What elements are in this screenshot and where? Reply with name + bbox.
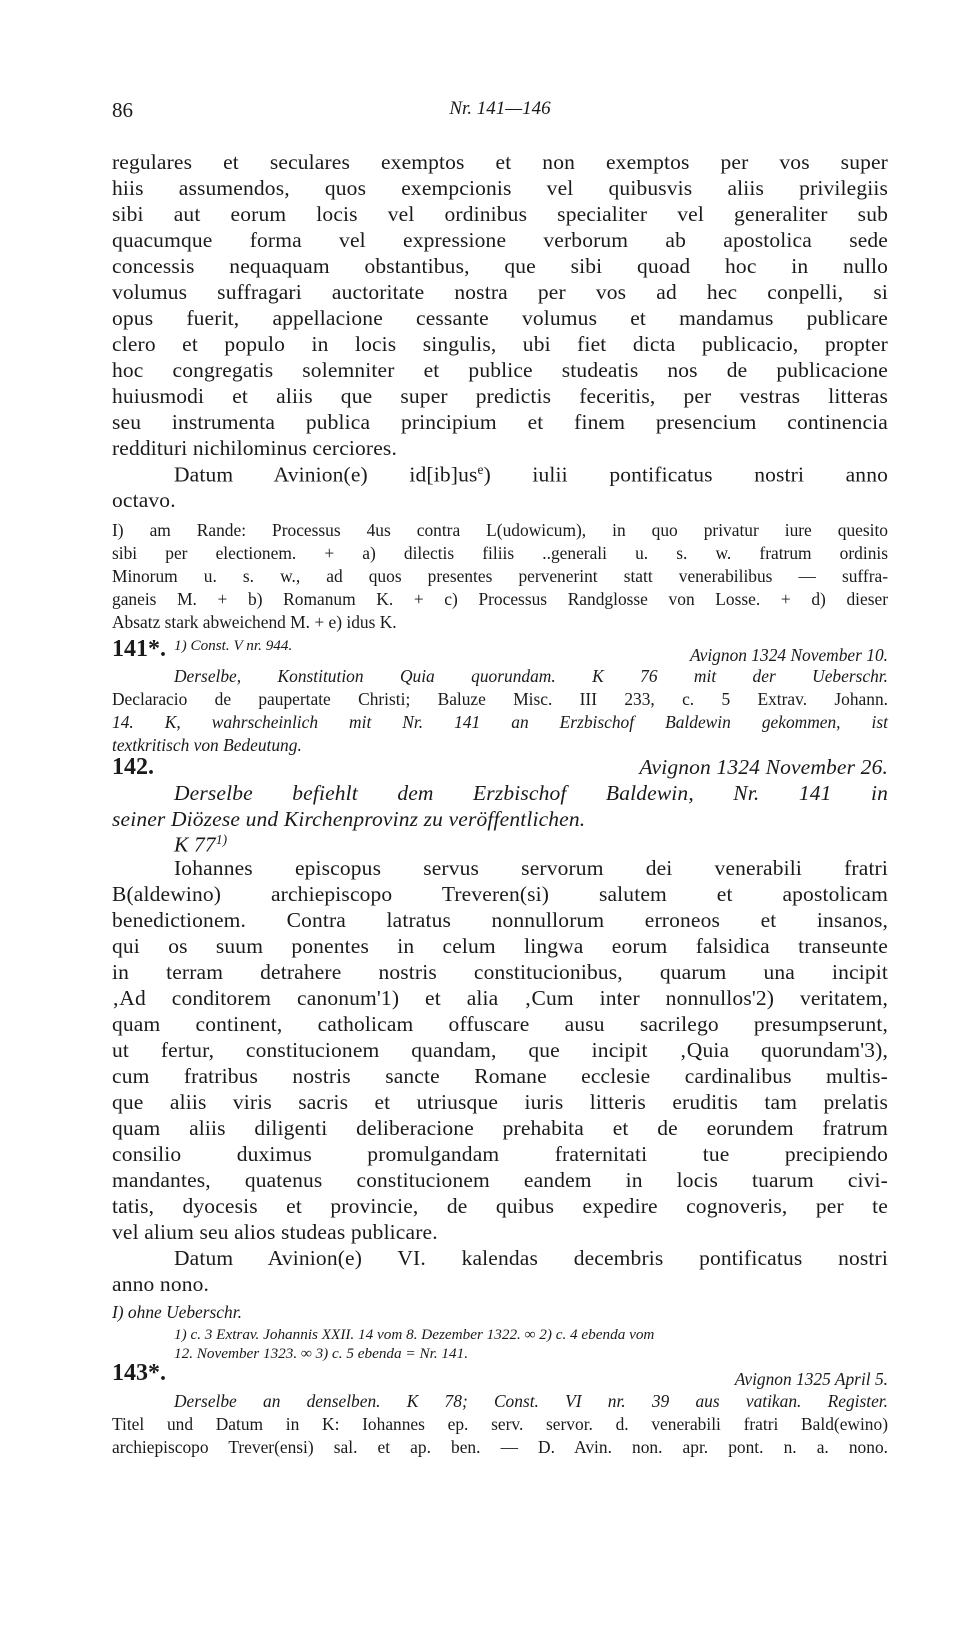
- footnote: 1) c. 3 Extrav. Johannis XXII. 14 vom 8. Dezember 1322. ∞ 2) c. 4 ebenda vom: [174, 1326, 655, 1343]
- datum-line: anno nono.: [112, 1272, 210, 1296]
- footnote: 12. November 1323. ∞ 3) c. 5 ebenda = Nr. 141.: [174, 1345, 468, 1362]
- text-line: Iohannes episcopus servus servorum dei venerabili fratri: [174, 856, 888, 880]
- text-line: in terram detrahere nostris constitucionibus, quarum una incipit: [112, 960, 888, 984]
- running-title: Nr. 141—146: [449, 98, 551, 119]
- text-line: opus fuerit, appellacione cessante volumus et mandamus publicare: [112, 306, 888, 330]
- text-line: benedictionem. Contra latratus nonnullorum erroneos et insanos,: [112, 908, 888, 932]
- document-number: 141*.: [112, 636, 166, 662]
- regest-line: Titel und Datum in K: Iohannes ep. serv. servor. d. venerabili fratri Bald(ewino): [112, 1414, 888, 1434]
- datum-line: octavo.: [112, 488, 176, 512]
- text-line: quam continent, catholicam offuscare ausu sacrilego presumpserunt,: [112, 1012, 888, 1036]
- text-line: ut fertur, constitucionem quandam, que incipit ‚Quia quorundam'3),: [112, 1038, 888, 1062]
- text-line: tatis, dyocesis et provincie, de quibus expedire cognoveris, per te: [112, 1194, 888, 1218]
- datum-line: Datum Avinion(e) $id[ib]us^e$) iulii pontificatus nostri anno: [174, 462, 888, 487]
- text-line: seu instrumenta publica principium et finem presencium continencia: [112, 410, 888, 434]
- text-line: hoc congregatis solemniter et publice studeatis nos de publicacione: [112, 358, 888, 382]
- apparatus-line: Absatz stark abweichend M. + e) idus K.: [112, 612, 397, 632]
- text-line: qui os suum ponentes in celum lingwa eorum falsidica transeunte: [112, 934, 888, 958]
- text-line: hiis assumendos, quos exempcionis vel quibusvis aliis privilegiis: [112, 176, 888, 200]
- text-line: B(aldewino) archiepiscopo Treveren(si) salutem et apostolicam: [112, 882, 888, 906]
- text-line: consilio duximus promulgandam fraternitati tue precipiendo: [112, 1142, 888, 1166]
- text-line: clero et populo in locis singulis, ubi fiet dicta publicacio, propter: [112, 332, 888, 356]
- regest-line: 14. K, wahrscheinlich mit Nr. 141 an Erzbischof Baldewin gekommen, ist: [112, 712, 888, 732]
- place-date: Avignon 1325 April 5.: [734, 1369, 888, 1389]
- text-line: quam aliis diligenti deliberacione prehabita et de eorundem fratrum: [112, 1116, 888, 1140]
- text-line: concessis nequaquam obstantibus, que sibi quoad hoc in nullo: [112, 254, 888, 278]
- document-number: 143*.: [112, 1360, 166, 1386]
- text-line: quacumque forma vel expressione verborum ab apostolica sede: [112, 228, 888, 252]
- source-reference: K 77$^{1)}$: [174, 832, 228, 857]
- regest-line: Derselbe an denselben. K 78; Const. VI nr. 39 aus vatikan. Register.: [174, 1391, 888, 1411]
- regest-line: Declaracio de paupertate Christi; Baluze Misc. III 233, c. 5 Extrav. Johann.: [112, 689, 888, 709]
- place-date: Avignon 1324 November 10.: [689, 645, 888, 665]
- place-date: Avignon 1324 November 26.: [639, 755, 888, 779]
- regest-line: textkritisch von Bedeutung.: [112, 735, 302, 755]
- text-line: ‚Ad conditorem canonum'1) et alia ‚Cum inter nonnullos'2) veritatem,: [112, 986, 888, 1010]
- regest-line: archiepiscopo Trever(ensi) sal. et ap. ben. — D. Avin. non. apr. pont. n. a. nono.: [112, 1437, 888, 1457]
- text-line: huiusmodi et aliis que super predictis feceritis, per vestras litteras: [112, 384, 888, 408]
- regest-line: Derselbe, Konstitution Quia quorundam. K 76 mit der Ueberschr.: [174, 666, 888, 686]
- text-line: volumus suffragari auctoritate nostra per vos ad hec conpelli, si: [112, 280, 888, 304]
- text-line: vel alium seu alios studeas publicare.: [112, 1220, 438, 1244]
- text-line: cum fratribus nostris sancte Romane ecclesie cardinalibus multis-: [112, 1064, 888, 1088]
- text-line: reddituri nichilominus cerciores.: [112, 436, 397, 460]
- apparatus-line: sibi per electionem. + a) dilectis filiis ..generali u. s. w. fratrum ordinis: [112, 543, 888, 563]
- page-number: 86: [112, 98, 133, 122]
- text-line: que aliis viris sacris et utriusque iuris litteris eruditis tam prelatis: [112, 1090, 888, 1114]
- footnote: 1) Const. V nr. 944.: [174, 637, 293, 654]
- text-line: mandantes, quatenus constitucionem eandem in locis tuarum civi-: [112, 1168, 888, 1192]
- text-line: regulares et seculares exemptos et non exemptos per vos super: [112, 150, 888, 174]
- apparatus-line: ganeis M. + b) Romanum K. + c) Processus Randglosse von Losse. + d) dieser: [112, 589, 888, 609]
- regest-line: Derselbe befiehlt dem Erzbischof Baldewin, Nr. 141 in: [174, 781, 888, 805]
- document-number: 142.: [112, 754, 154, 780]
- apparatus-line: Minorum u. s. w., ad quos presentes pervenerint statt venerabilibus — suffra-: [112, 566, 888, 586]
- apparatus-line: I) am Rande: Processus 4us contra L(udowicum), in quo privatur iure quesito: [112, 520, 888, 540]
- apparatus-line: I) ohne Ueberschr.: [112, 1302, 242, 1322]
- datum-line: Datum Avinion(e) VI. kalendas decembris pontificatus nostri: [174, 1246, 888, 1270]
- text-line: sibi aut eorum locis vel ordinibus specialiter vel generaliter sub: [112, 202, 888, 226]
- regest-line: seiner Diözese und Kirchenprovinz zu veröffentlichen.: [112, 807, 586, 831]
